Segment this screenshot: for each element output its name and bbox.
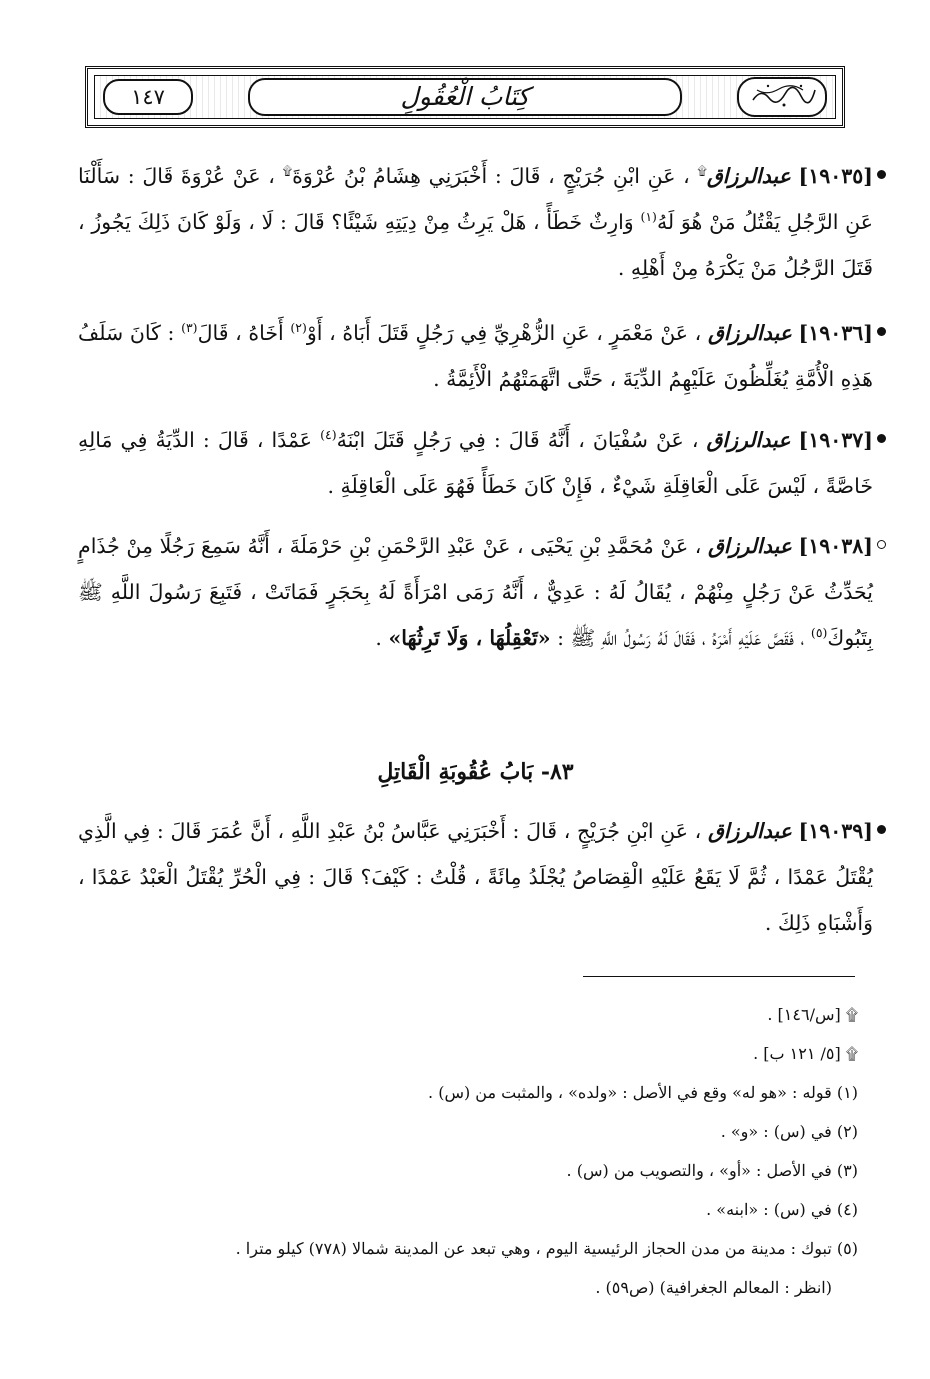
footnote-item: (٢) في (س) : «و» . [720, 1122, 858, 1141]
hadith-text: أَخَاهُ ، قَالَ [197, 321, 284, 345]
filled-bullet-icon [877, 825, 886, 834]
narrator-name: عبدالرزاق [707, 534, 792, 558]
logo-calligraphy-icon [743, 79, 825, 111]
page-number: ١٤٧ [103, 79, 193, 115]
filled-bullet-icon [877, 434, 886, 443]
hadith-number: [١٩٠٣٧] [798, 428, 873, 452]
narrator-name: عبدالرزاق [707, 321, 792, 345]
hadith-entry [78, 417, 873, 509]
hadith-text: وَارِثٌ خَطَأً ، هَلْ يَرِثُ مِنْ دِيَتِهِ شَيْئًا؟ قَالَ : لَا ، وَلَوْ كَانَ ذَلِكَ يَجُوزُ ، قَتَلَ الرَّجُلُ مَنْ يَكْرَهُ مِنْ أَهْلِهِ . [78, 210, 873, 280]
manuscript-mark-icon: ۩ [845, 1044, 858, 1063]
footnote-text: [س/١٤٦] . [767, 1005, 841, 1024]
hadith-text: ، عَنْ مَعْمَرٍ ، عَنِ الزُّهْرِيِّ فِي رَجُلٍ قَتَلَ أَبَاهُ ، أَوْ [306, 321, 702, 345]
footnote-reference: (٢) [290, 320, 307, 336]
hadith-entry [78, 310, 873, 402]
hadith-number: [١٩٠٣٩] [798, 819, 873, 843]
footnote-item: (٣) في الأصل : «أو» ، والتصويب من (س) . [566, 1161, 858, 1180]
hadith-entry [78, 523, 873, 661]
hadith-text: ، عَنْ سُفْيَانَ ، أَنَّهُ قَالَ : فِي رَجُلٍ قَتَلَ ابْنَهُ [336, 428, 699, 452]
hadith-entry [78, 808, 873, 946]
filled-bullet-icon [877, 327, 886, 336]
manuscript-mark-icon: ۩ [845, 1005, 858, 1024]
footnote-reference: (٣) [181, 320, 198, 336]
filled-bullet-icon [877, 170, 886, 179]
hadith-text: ، عَنْ عُرْوَةَ قَالَ : سَأَلْنَا عَنِ الرَّجُلِ يَقْتُلُ مَنْ هُوَ لَهُ [78, 164, 873, 234]
hadith-text: ، فَقَصَّ عَلَيْهِ أَمْرَهُ ، فَقَالَ لَهُ رَسُولُ اللَّهِ ﷺ : [557, 626, 805, 650]
footnote-item: (١) قوله : «هو له» وقع في الأصل : «ولده» ، والمثبت من (س) . [428, 1083, 858, 1102]
hadith-text: ، عَنْ مُحَمَّدِ بْنِ يَحْيَى ، عَنْ عَبْدِ الرَّحْمَنِ بْنِ حَرْمَلَةَ ، أَنَّهُ سَمِعَ رَجُلًا مِنْ جُذَامٍ يُحَدِّثُ عَنْ رَجُلٍ مِنْهُمْ ، يُقَالُ لَهُ : عَدِيٌّ ، أَنَّهُ رَمَى امْرَأَةً لَهُ بِحَجَرٍ فَمَاتَتْ ، فَتَبِعَ رَسُولَ اللَّهِ ﷺ بِتَبُوكَ [78, 534, 873, 650]
book-section-title: كِتَابُ الْعُقُولِ [248, 78, 682, 116]
manuscript-mark-icon: ۩ [697, 163, 707, 179]
footnote-text: [٥/ ١٢١ ب] . [753, 1044, 841, 1063]
chapter-heading: ٨٣- بَابُ عُقُوبَةِ الْقَاتِلِ [377, 759, 574, 785]
narrator-name: عبدالرزاق [706, 428, 791, 452]
footnote-reference: (٤) [320, 427, 337, 443]
manuscript-mark-icon: ۩ [282, 163, 293, 179]
narrator-name: عبدالرزاق [706, 164, 791, 188]
hadith-text: عَمْدًا ، قَالَ : الدِّيَةُ فِي مَالِهِ خَاصَّةً ، لَيْسَ عَلَى الْعَاقِلَةِ شَيْءٌ ، فَإِنْ كَانَ خَطَأً فَهُوَ عَلَى الْعَاقِلَةِ . [78, 428, 873, 498]
footnote-item [88, 1034, 858, 1073]
page-header [85, 66, 845, 128]
footnote-item: (٤) في (س) : «ابنه» . [706, 1200, 858, 1219]
book-logo-emblem [737, 77, 827, 117]
footnote-reference: (٥) [810, 625, 828, 641]
prophetic-saying: «تَعْقِلُهَا ، وَلَا تَرِثُهَا» [388, 626, 551, 650]
footnote-reference: (١) [640, 209, 657, 225]
footnote-item: (٥) تبوك : مدينة من مدن الحجاز الرئيسية اليوم ، وهي تبعد عن المدينة شمالا (٧٧٨) كيلو مترا . [235, 1239, 858, 1258]
hadith-text: ، عَنِ ابْنِ جُرَيْجٍ ، قَالَ : أَخْبَرَنِي عَبَّاسُ بْنُ عَبْدِ اللَّهِ ، أَنَّ عُمَرَ قَالَ : فِي الَّذِي يُقْتَلُ عَمْدًا ، ثُمَّ لَا يَقَعُ عَلَيْهِ الْقِصَاصُ يُجْلَدُ مِائَةً ، قُلْتُ : كَيْفَ؟ قَالَ : فِي الْحُرِّ يُقْتَلُ الْعَبْدُ عَمْدًا ، وَأَشْبَاهِ ذَلِكَ . [78, 819, 873, 935]
footnote-item: (انظر : المعالم الجغرافية) (ص٥٩) . [595, 1278, 832, 1297]
hollow-bullet-icon [877, 540, 886, 549]
hadith-number: [١٩٠٣٨] [798, 534, 873, 558]
footnote-separator [583, 976, 855, 977]
hadith-text: : كَانَ سَلَفُ هَذِهِ الْأُمَّةِ يُغَلِّظُونَ عَلَيْهِمُ الدِّيَةَ ، حَتَّى اتَّهَمَتْهُمُ الْأَئِمَّةُ . [78, 321, 873, 391]
hadith-number: [١٩٠٣٥] [798, 164, 873, 188]
narrator-name: عبدالرزاق [707, 819, 792, 843]
hadith-text: ، عَنِ ابْنِ جُرَيْجٍ ، قَالَ : أَخْبَرَنِي هِشَامُ بْنُ عُرْوَةَ [292, 164, 690, 188]
hadith-number: [١٩٠٣٦] [798, 321, 873, 345]
hadith-text: . [375, 626, 382, 650]
hadith-entry [78, 153, 873, 291]
footnotes [88, 995, 858, 1307]
footnote-item [88, 995, 858, 1034]
header-ornamental-band [94, 75, 836, 119]
